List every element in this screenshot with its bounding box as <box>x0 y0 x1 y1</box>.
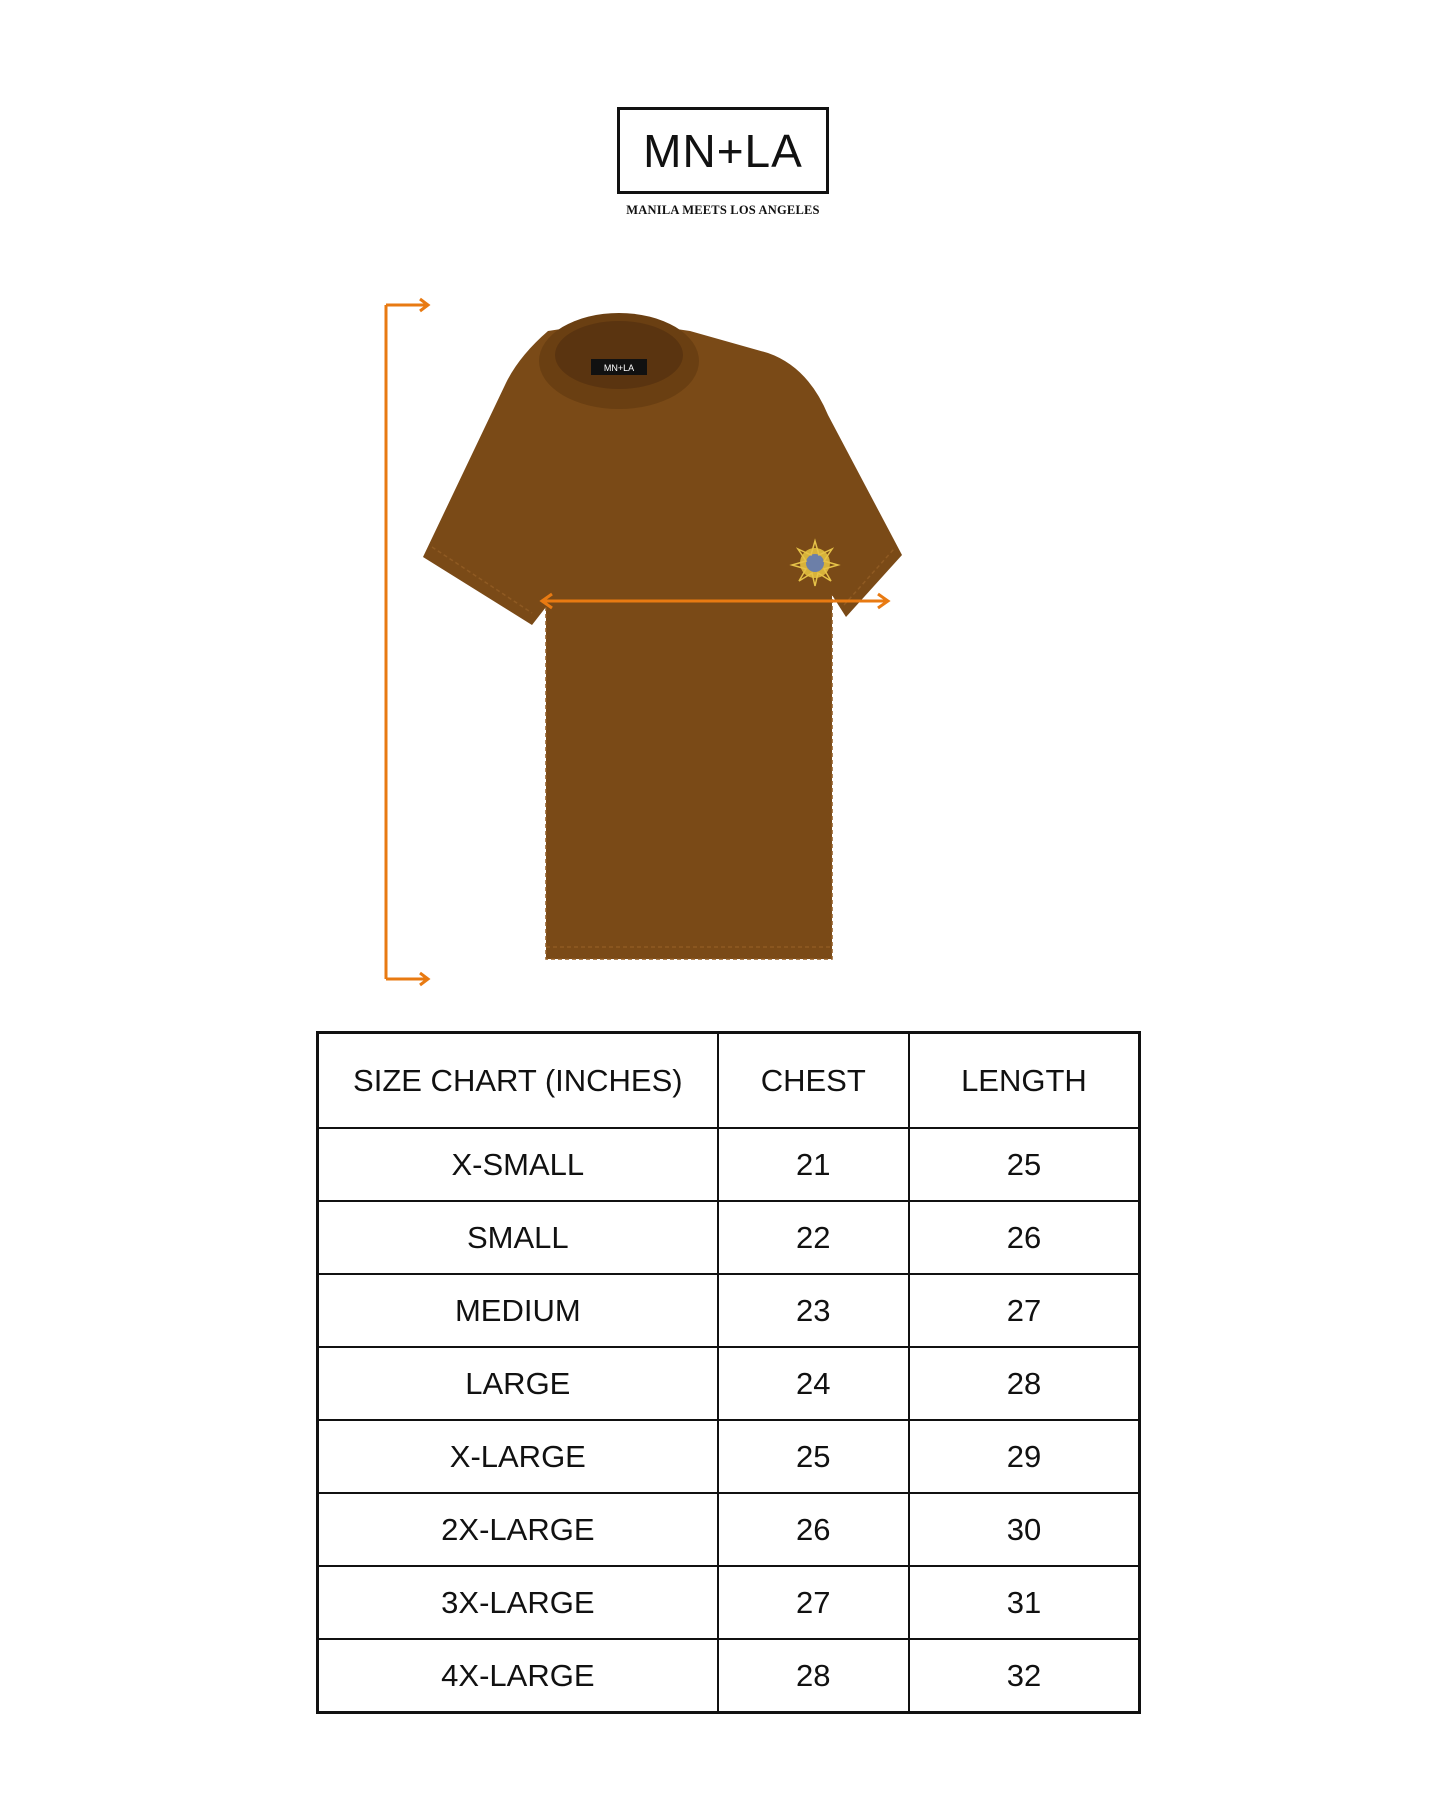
size-chart-table <box>316 1031 1141 1714</box>
size-cell: LARGE <box>318 1347 718 1420</box>
table-row <box>318 1566 1140 1639</box>
chest-cell: 21 <box>718 1128 909 1201</box>
chest-cell: 26 <box>718 1493 909 1566</box>
header-size-chart: SIZE CHART (INCHES) <box>318 1033 718 1129</box>
length-cell: 29 <box>909 1420 1140 1493</box>
length-cell: 32 <box>909 1639 1140 1713</box>
table-row <box>318 1420 1140 1493</box>
neck-label-text: MN+LA <box>603 363 635 373</box>
size-cell: X-SMALL <box>318 1128 718 1201</box>
size-cell: 3X-LARGE <box>318 1566 718 1639</box>
chest-cell: 23 <box>718 1274 909 1347</box>
table-row <box>318 1274 1140 1347</box>
table-row <box>318 1128 1140 1201</box>
chest-cell: 22 <box>718 1201 909 1274</box>
chest-cell: 27 <box>718 1566 909 1639</box>
length-cell: 27 <box>909 1274 1140 1347</box>
size-cell: X-LARGE <box>318 1420 718 1493</box>
size-cell: SMALL <box>318 1201 718 1274</box>
length-cell: 25 <box>909 1128 1140 1201</box>
length-cell: 31 <box>909 1566 1140 1639</box>
chest-cell: 28 <box>718 1639 909 1713</box>
length-cell: 26 <box>909 1201 1140 1274</box>
table-row <box>318 1493 1140 1566</box>
chest-cell: 24 <box>718 1347 909 1420</box>
size-cell: 4X-LARGE <box>318 1639 718 1713</box>
length-cell: 28 <box>909 1347 1140 1420</box>
tshirt-image <box>423 313 902 959</box>
chest-cell: 25 <box>718 1420 909 1493</box>
table-row <box>318 1201 1140 1274</box>
table-row <box>318 1347 1140 1420</box>
table-row <box>318 1639 1140 1713</box>
length-cell: 30 <box>909 1493 1140 1566</box>
brand-logo <box>617 107 829 194</box>
tshirt-measurement-illustration <box>370 295 1040 995</box>
brand-tagline: MANILA MEETS LOS ANGELES <box>626 203 820 217</box>
table-header-row <box>318 1033 1140 1129</box>
size-cell: MEDIUM <box>318 1274 718 1347</box>
header-length: LENGTH <box>909 1033 1140 1129</box>
brand-logo-text: MN+LA <box>643 124 803 177</box>
header-chest: CHEST <box>718 1033 909 1129</box>
size-cell: 2X-LARGE <box>318 1493 718 1566</box>
length-measurement-arrow <box>386 299 428 985</box>
